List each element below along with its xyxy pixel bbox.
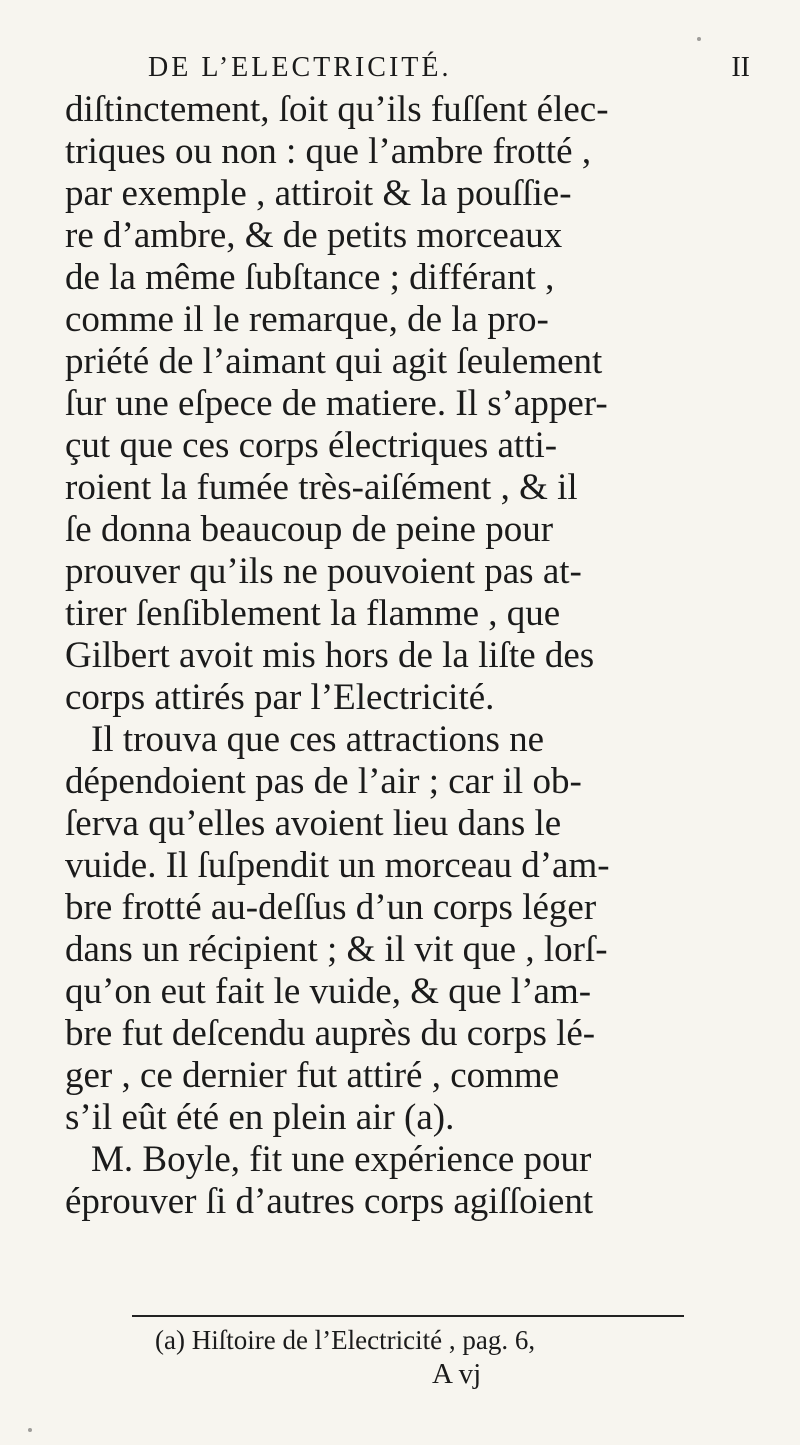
text-line: de la même ſubſtance ; différant ,	[65, 257, 555, 298]
text-line: re d’ambre, & de petits morceaux	[65, 215, 563, 256]
text-line: Gilbert avoit mis hors de la liſte des	[65, 635, 595, 676]
text-line: tirer ſenſiblement la flamme , que	[65, 593, 561, 634]
text-line: dépendoient pas de l’air ; car il ob-	[65, 761, 582, 802]
paper-fleck	[697, 37, 701, 41]
text-line: priété de l’aimant qui agit ſeulement	[65, 341, 603, 382]
text-line: qu’on eut fait le vuide, & que l’am-	[65, 971, 592, 1012]
text-line: M. Boyle, fit une expérience pour	[91, 1139, 592, 1180]
footnote-rule	[132, 1315, 684, 1317]
text-line: ſerva qu’elles avoient lieu dans le	[65, 803, 562, 844]
text-line: Il trouva que ces attractions ne	[91, 719, 545, 760]
text-line: roient la fumée très-aiſément , & il	[65, 467, 578, 508]
text-line: s’il eût été en plein air (a).	[65, 1097, 455, 1138]
page-header	[140, 52, 750, 92]
text-line: bre frotté au-deſſus d’un corps léger	[65, 887, 597, 928]
text-line: ger , ce dernier fut attiré , comme	[65, 1055, 560, 1096]
text-line: çut que ces corps électriques atti-	[65, 425, 558, 466]
paper-fleck	[28, 1428, 32, 1432]
footnote: (a) Hiſtoire de l’Electricité , pag. 6,	[155, 1325, 536, 1355]
text-line: diſtinctement, ſoit qu’ils fuſſent élec-	[65, 89, 609, 130]
text-line: par exemple , attiroit & la pouſſie-	[65, 173, 572, 214]
text-line: vuide. Il ſuſpendit un morceau d’am-	[65, 845, 610, 886]
page-number: II	[731, 52, 750, 83]
running-head: DE L’ELECTRICITÉ.	[148, 52, 452, 83]
text-line: prouver qu’ils ne pouvoient pas at-	[65, 551, 582, 592]
text-line: dans un récipient ; & il vit que , lorſ-	[65, 929, 608, 970]
text-line: éprouver ſi d’autres corps agiſſoient	[65, 1181, 594, 1222]
signature-mark: A vj	[432, 1358, 482, 1390]
text-line: bre fut deſcendu auprès du corps lé-	[65, 1013, 596, 1054]
text-line: ſur une eſpece de matiere. Il s’apper-	[65, 383, 608, 424]
text-line: triques ou non : que l’ambre frotté ,	[65, 131, 592, 172]
text-line: ſe donna beaucoup de peine pour	[65, 509, 554, 550]
text-line: corps attirés par l’Electricité.	[65, 677, 495, 718]
text-line: comme il le remarque, de la pro-	[65, 299, 549, 340]
